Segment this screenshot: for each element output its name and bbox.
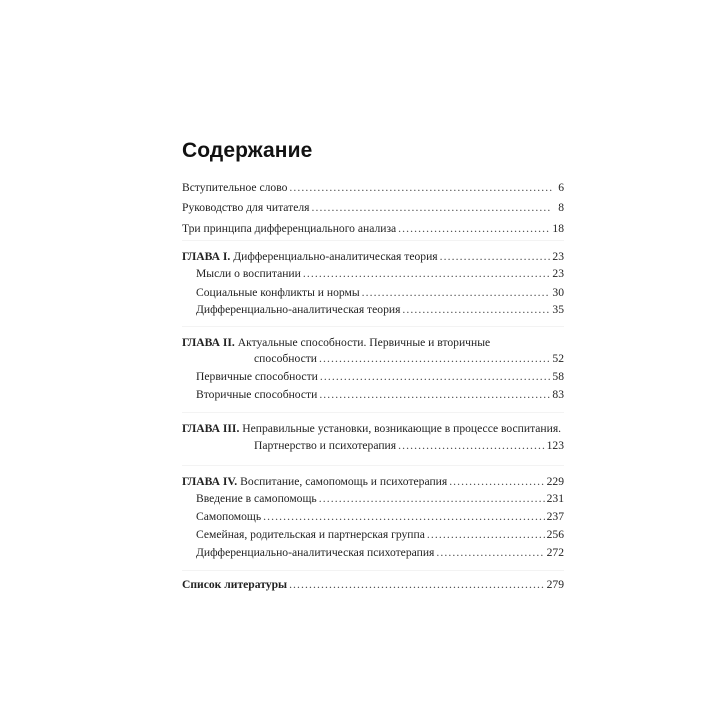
toc-section-4-2[interactable]: [196, 510, 564, 526]
entry-page: 256: [546, 528, 564, 541]
toc-chapter-3-title[interactable]: [182, 422, 561, 435]
dot-leader: [319, 388, 550, 401]
chapter-label: [182, 250, 438, 263]
entry-page: 123: [546, 439, 564, 452]
chapter-title-cont: Партнерство и психотерапия: [254, 439, 397, 452]
dot-leader: [319, 492, 545, 505]
toc-section-2-2[interactable]: [196, 388, 564, 404]
entry-label: Руководство для читателя: [182, 201, 310, 214]
chapter-label: [182, 475, 447, 488]
entry-page: 272: [546, 546, 564, 559]
section-divider: [182, 326, 564, 327]
dot-leader: [320, 370, 551, 383]
chapter-prefix: ГЛАВА III.: [182, 422, 240, 435]
dot-leader: [289, 181, 552, 194]
dot-leader: [402, 303, 550, 316]
chapter-prefix: ГЛАВА IV.: [182, 475, 238, 488]
chapter-title: Дифференциально-аналитическая теория: [233, 250, 438, 263]
entry-page: 237: [546, 510, 564, 523]
dot-leader: [289, 578, 545, 591]
section-divider: [182, 412, 564, 413]
dot-leader: [263, 510, 544, 523]
entry-label: Первичные способности: [196, 370, 318, 383]
entry-page: 231: [546, 492, 564, 505]
page-title: Содержание: [182, 139, 313, 162]
entry-page: 18: [552, 222, 564, 235]
entry-label: Самопомощь: [196, 510, 262, 523]
entry-label: Вступительное слово: [182, 181, 288, 194]
section-divider: [182, 465, 564, 466]
entry-page: 8: [558, 201, 564, 214]
toc-entry-intro-2[interactable]: [182, 201, 564, 217]
chapter-prefix: ГЛАВА I.: [182, 250, 231, 263]
toc-chapter-1[interactable]: [182, 250, 564, 266]
toc-bibliography[interactable]: [182, 578, 564, 594]
toc-chapter-4[interactable]: [182, 475, 564, 491]
chapter-prefix: ГЛАВА II.: [182, 336, 235, 349]
toc-chapter-3[interactable]: [254, 439, 564, 455]
entry-label: Дифференциально-аналитическая психотерапия: [196, 546, 435, 559]
entry-page: 35: [552, 303, 564, 316]
dot-leader: [440, 250, 551, 263]
entry-page: 229: [546, 475, 564, 488]
dot-leader: [427, 528, 545, 541]
toc-section-4-3[interactable]: [196, 528, 564, 544]
entry-page: 30: [552, 286, 564, 299]
entry-page: 52: [552, 352, 564, 365]
dot-leader: [436, 546, 544, 559]
entry-label: [182, 578, 287, 591]
toc-chapter-2[interactable]: [254, 352, 564, 368]
toc-section-1-3[interactable]: [196, 303, 564, 319]
toc-section-4-1[interactable]: [196, 492, 564, 508]
toc-section-2-1[interactable]: [196, 370, 564, 386]
chapter-title: Актуальные способности. Первичные и вторичные: [237, 336, 491, 349]
toc-section-1-2[interactable]: [196, 286, 564, 302]
entry-label: Вторичные способности: [196, 388, 318, 401]
toc-entry-intro-1[interactable]: [182, 181, 564, 197]
chapter-title-cont: способности: [254, 352, 317, 365]
entry-page: 23: [552, 267, 564, 280]
entry-page: 23: [552, 250, 564, 263]
section-divider: [182, 240, 564, 241]
entry-page: 279: [546, 578, 564, 591]
dot-leader: [319, 352, 550, 365]
entry-label: Дифференциально-аналитическая теория: [196, 303, 401, 316]
toc-chapter-2-title[interactable]: [182, 336, 490, 349]
chapter-title: Воспитание, самопомощь и психотерапия: [240, 475, 448, 488]
dot-leader: [398, 439, 545, 452]
entry-label: Социальные конфликты и нормы: [196, 286, 360, 299]
entry-page: 58: [552, 370, 564, 383]
chapter-title: Неправильные установки, возникающие в процессе воспитания.: [242, 422, 562, 435]
section-divider: [182, 570, 564, 571]
entry-label: Мысли о воспитании: [196, 267, 301, 280]
dot-leader: [398, 222, 550, 235]
dot-leader: [449, 475, 544, 488]
toc-section-1-1[interactable]: [196, 267, 564, 283]
bibliography-label: Список литературы: [182, 578, 288, 591]
entry-label: Введение в самопомощь: [196, 492, 317, 505]
entry-label: Семейная, родительская и партнерская группа: [196, 528, 425, 541]
dot-leader: [362, 286, 551, 299]
entry-page: 6: [558, 181, 564, 194]
dot-leader: [311, 201, 552, 214]
toc-section-4-4[interactable]: [196, 546, 564, 562]
toc-entry-intro-3[interactable]: [182, 222, 564, 238]
entry-label: Три принципа дифференциального анализа: [182, 222, 397, 235]
entry-page: 83: [552, 388, 564, 401]
dot-leader: [303, 267, 551, 280]
